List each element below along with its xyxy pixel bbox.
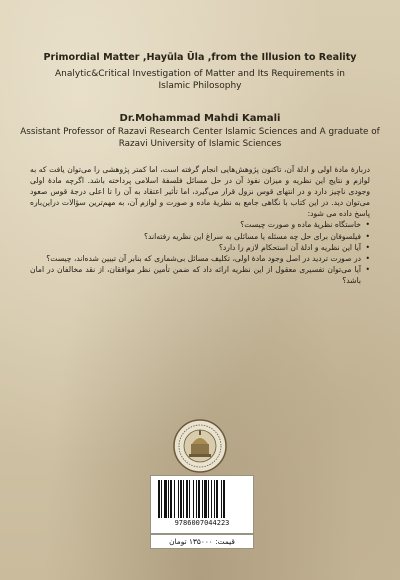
question-item: • در صورت تردید در اصل وجود مادۀ اولی، تکلیف مسائل بی‌شماری که بنابر آن تبیین شده‌اند، چیست؟: [30, 253, 370, 264]
author-affiliation: Assistant Professor of Razavi Research Center Islamic Sciences and A graduate of Razavi University of Islamic Sciences: [20, 127, 380, 149]
persian-blurb: [30, 164, 370, 286]
question-list: [30, 219, 370, 286]
question-item: • خاستگاه نظریۀ ماده و صورت چیست؟: [30, 219, 370, 230]
author-name: Dr.Mohammad Mahdi Kamali: [119, 113, 281, 124]
question-item: • آیا می‌توان تفسیری معقول از این نظریه ارائه داد که ضمن تأمین نظر موافقان، از نقد مخالفان در امان باشد؟: [30, 264, 370, 286]
isbn-number: 9786007044223: [174, 519, 230, 527]
barcode-bars: [157, 480, 247, 518]
blurb-paragraph: دربارۀ مادۀ اولی و ادلۀ آن، تاکنون پژوهش‌هایی انجام گرفته است، اما کمتر پژوهشی را می‌توان یافت که به لوازم و نتایج این نظریه و میزان نفوذ آن در حل مسائل فلسفۀ اسلامی پرداخته باشد. اگرچه مادۀ اولی وجودی ناچیز دارد و در انتهای قوس نزول قرار می‌گیرد، اما تأثیر اعتقاد به آن را تا اعلی درجۀ قوس صعود می‌توان دید. در این کتاب با نگاهی جامع به نظریۀ ماده و صورت و لوازم آن، به مهم‌ترین سؤالات دراین‌باره پاسخ داده می شود:: [30, 165, 370, 219]
question-item: • آیا این نظریه و ادلۀ آن استحکام لازم را دارد؟: [30, 242, 370, 253]
publisher-seal-icon: [172, 418, 228, 474]
book-title-english: Primordial Matter ,Hayūla Ūla ,from the Illusion to Reality: [43, 52, 357, 63]
book-subtitle-english: Analytic&Critical Investigation of Matter and Its Requirements in Islamic Philosophy: [55, 69, 345, 91]
price-label: قیمت: ۱۳۵۰۰۰ تومان: [150, 534, 254, 549]
isbn-barcode: [150, 475, 254, 534]
question-item: • فیلسوفان برای حل چه مسئله یا مسائلی به سراغ این نظریه رفته‌اند؟: [30, 231, 370, 242]
